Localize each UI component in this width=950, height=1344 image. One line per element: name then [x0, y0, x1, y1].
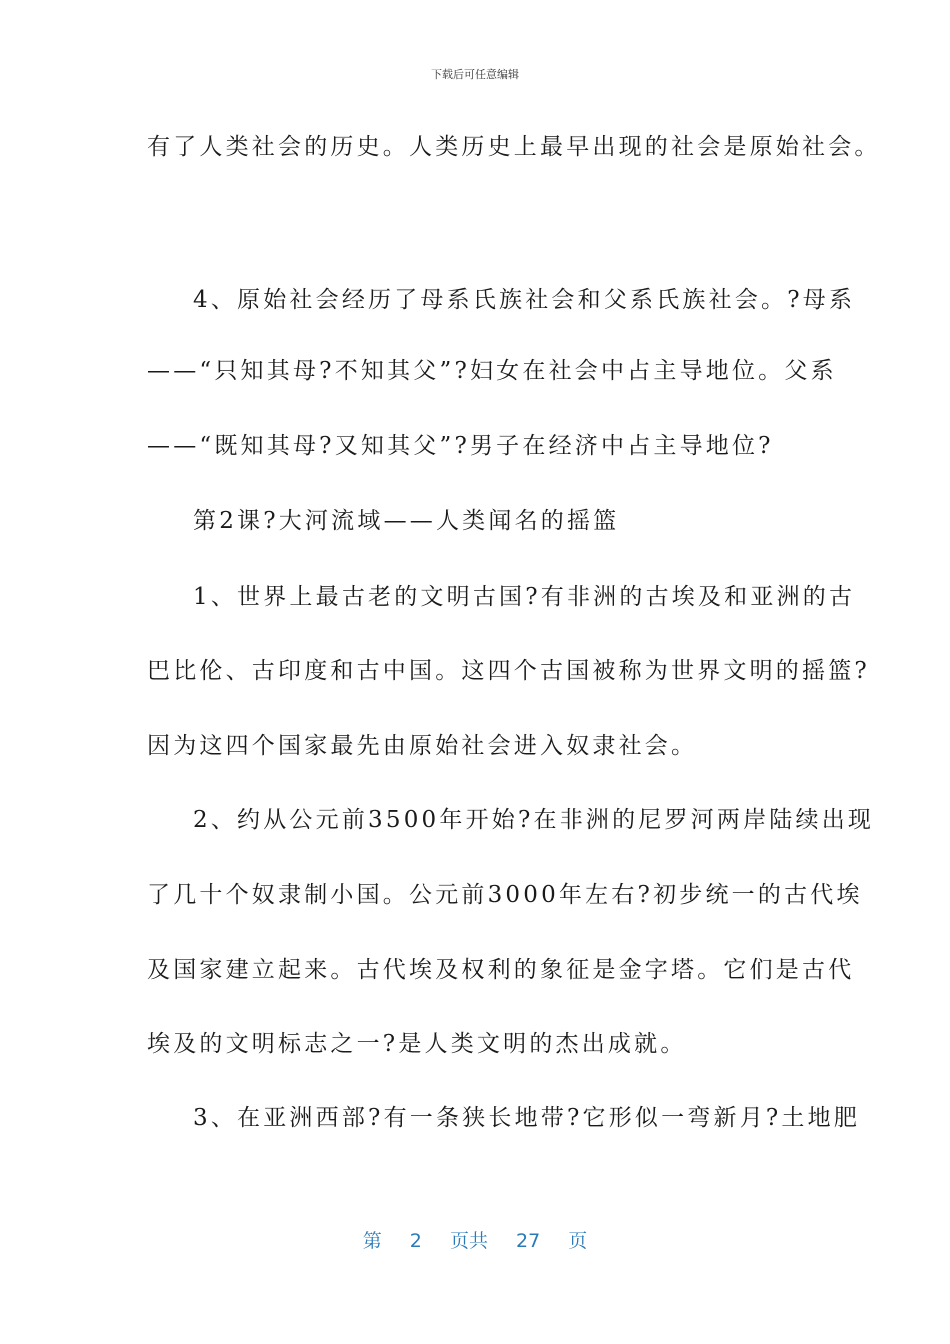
- page-header: 下载后可任意编辑: [431, 68, 519, 81]
- body-line-9: 2、约从公元前3500年开始?在非洲的尼罗河两岸陆续出现: [193, 807, 875, 833]
- body-line-4: ——“既知其母?又知其父”?男子在经济中占主导地位?: [147, 433, 774, 459]
- footer-middle: 页共: [449, 1230, 488, 1252]
- body-line-7: 巴比伦、古印度和古中国。这四个古国被称为世界文明的摇篮?: [147, 658, 870, 684]
- body-line-10: 了几十个奴隶制小国。公元前3000年左右?初步统一的古代埃: [147, 882, 863, 908]
- lesson-title: 第2课?大河流域——人类闻名的摇篮: [193, 508, 620, 534]
- body-line-8: 因为这四个国家最先由原始社会进入奴隶社会。: [147, 733, 698, 759]
- footer-total-pages: 27: [516, 1230, 541, 1252]
- body-line-1: 有了人类社会的历史。人类历史上最早出现的社会是原始社会。: [147, 134, 881, 160]
- body-line-11: 及国家建立起来。古代埃及权利的象征是金字塔。它们是古代: [147, 957, 855, 983]
- body-line-13: 3、在亚洲西部?有一条狭长地带?它形似一弯新月?土地肥: [193, 1105, 861, 1131]
- body-line-6: 1、世界上最古老的文明古国?有非洲的古埃及和亚洲的古: [193, 584, 856, 610]
- footer-suffix: 页: [568, 1230, 588, 1252]
- body-line-3: ——“只知其母?不知其父”?妇女在社会中占主导地位。父系: [147, 358, 837, 384]
- footer-page-number: 2: [409, 1230, 422, 1252]
- page-footer: [0, 1226, 950, 1253]
- body-line-12: 埃及的文明标志之一?是人类文明的杰出成就。: [147, 1031, 687, 1057]
- footer-prefix: 第: [362, 1230, 382, 1252]
- body-line-2: 4、原始社会经历了母系氏族社会和父系氏族社会。?母系: [193, 287, 856, 313]
